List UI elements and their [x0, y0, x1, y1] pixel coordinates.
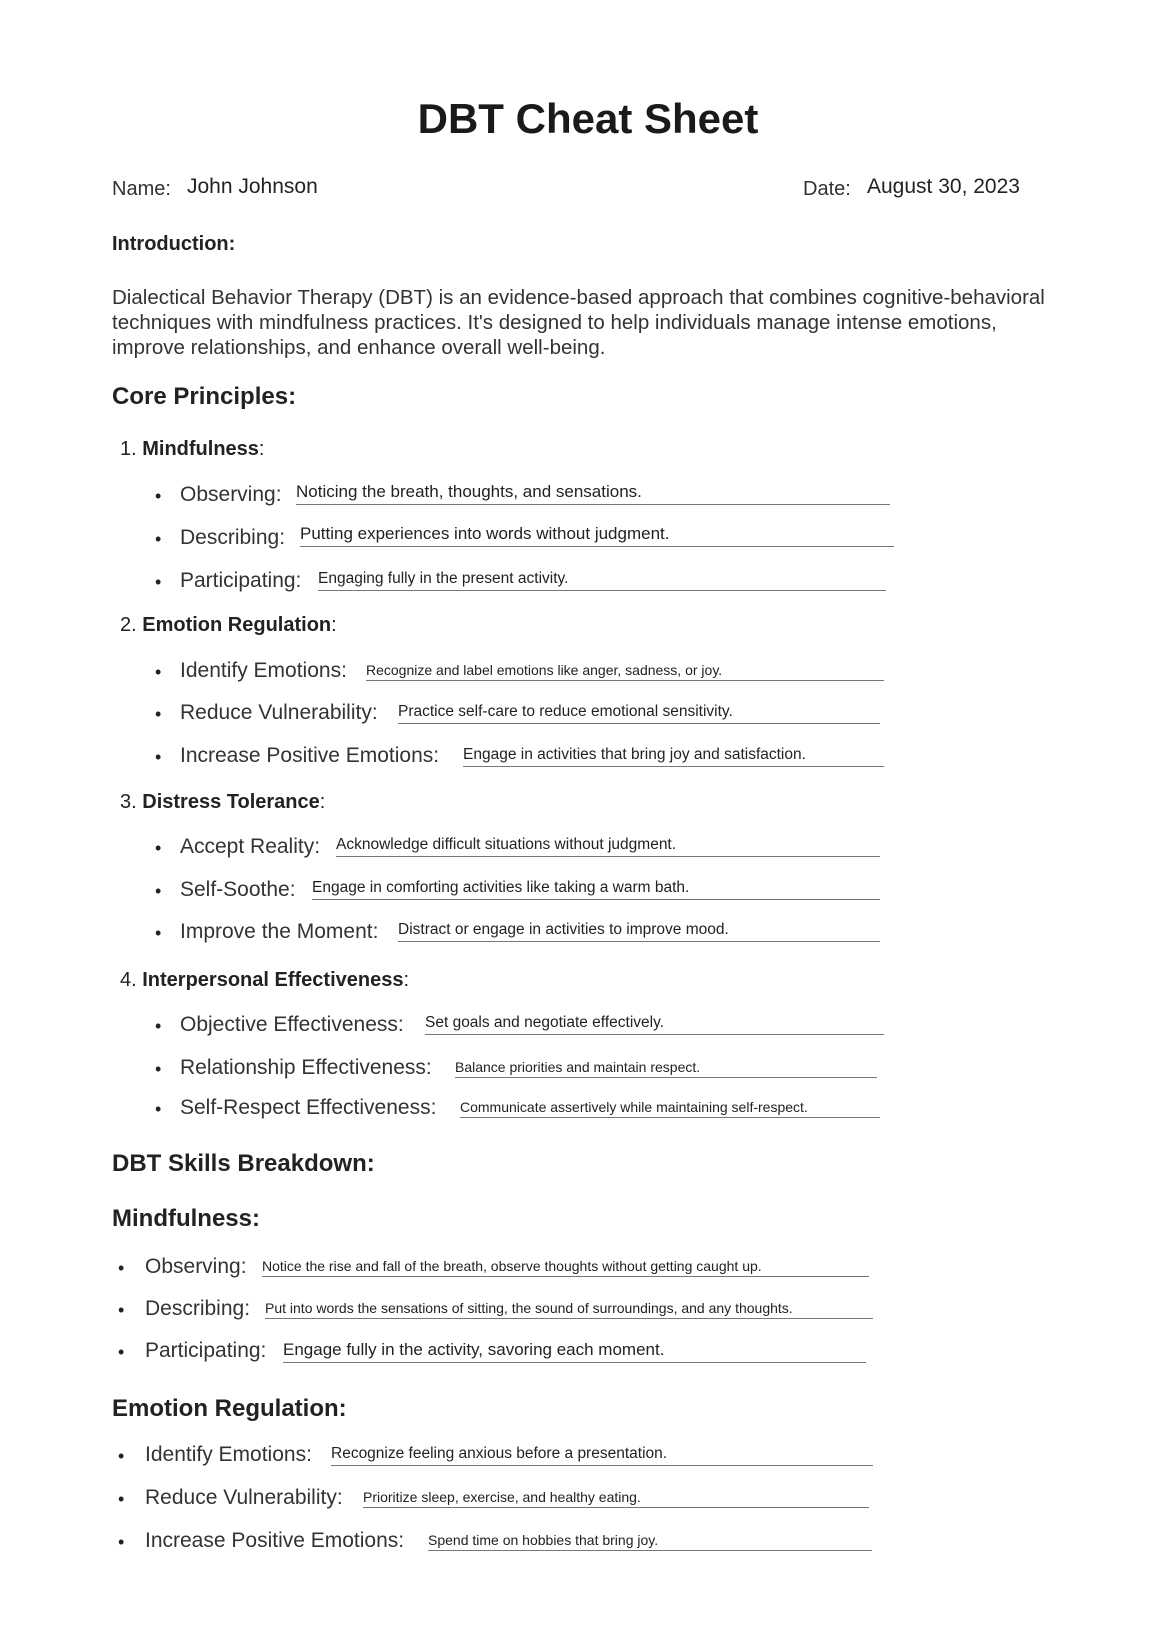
item-value: Notice the rise and fall of the breath, observe thoughts without getting caught up. [262, 1258, 869, 1277]
item-label: Relationship Effectiveness: [180, 1056, 432, 1079]
section-title: Mindfulness [142, 438, 259, 460]
bullet: • [155, 923, 162, 943]
bullet: • [155, 747, 162, 767]
item-label: Self-Respect Effectiveness: [180, 1096, 437, 1119]
section-title: Interpersonal Effectiveness [142, 969, 404, 991]
item-value: Recognize and label emotions like anger, sadness, or joy. [366, 662, 884, 681]
bullet: • [118, 1446, 125, 1466]
item-value: Balance priorities and maintain respect. [455, 1059, 877, 1078]
item-value: Practice self-care to reduce emotional sensitivity. [398, 703, 880, 724]
item-value: Communicate assertively while maintaining self-respect. [460, 1099, 880, 1118]
item-label: Observing: [145, 1255, 247, 1278]
item-label: Reduce Vulnerability: [180, 701, 378, 724]
section-title: Emotion Regulation [142, 614, 332, 636]
item-label: Identify Emotions: [180, 659, 347, 682]
item-label: Reduce Vulnerability: [145, 1486, 343, 1509]
date-value: August 30, 2023 [867, 175, 1020, 198]
bullet: • [118, 1489, 125, 1509]
bullet: • [118, 1532, 125, 1552]
item-value: Prioritize sleep, exercise, and healthy eating. [363, 1489, 869, 1508]
core-section-mindfulness: 1. Mindfulness: [120, 438, 265, 460]
bullet: • [155, 838, 162, 858]
bullet: • [118, 1300, 125, 1320]
item-label: Improve the Moment: [180, 920, 379, 943]
date-label: Date: [803, 178, 851, 200]
bullet: • [155, 572, 162, 592]
section-number: 1. [120, 438, 137, 460]
item-label: Participating: [180, 569, 302, 592]
bullet: • [118, 1258, 125, 1278]
item-value: Spend time on hobbies that bring joy. [428, 1532, 872, 1551]
bullet: • [155, 1099, 162, 1119]
item-value: Set goals and negotiate effectively. [425, 1014, 884, 1035]
intro-heading: Introduction: [112, 233, 236, 255]
bullet: • [155, 1059, 162, 1079]
item-label: Describing: [145, 1297, 251, 1320]
bullet: • [155, 486, 162, 506]
bullet: • [155, 704, 162, 724]
core-section-distress-tolerance: 3. Distress Tolerance: [120, 791, 326, 813]
core-principles-heading: Core Principles: [112, 383, 297, 410]
item-label: Accept Reality: [180, 835, 321, 858]
name-value: John Johnson [187, 175, 318, 198]
item-value: Put into words the sensations of sitting, the sound of surroundings, and any thoughts. [265, 1300, 873, 1319]
section-number: 3. [120, 791, 137, 813]
item-label: Participating: [145, 1339, 267, 1362]
item-value: Engage fully in the activity, savoring each moment. [283, 1340, 866, 1363]
bullet: • [155, 881, 162, 901]
item-label: Increase Positive Emotions: [145, 1529, 405, 1552]
skills-breakdown-heading: DBT Skills Breakdown: [112, 1150, 375, 1177]
skills-emotion-regulation-heading: Emotion Regulation: [112, 1395, 347, 1422]
section-number: 2. [120, 614, 137, 636]
bullet: • [118, 1342, 125, 1362]
item-value: Engage in comforting activities like taking a warm bath. [312, 879, 880, 900]
core-section-interpersonal-effectiveness: 4. Interpersonal Effectiveness: [120, 969, 410, 991]
intro-text: Dialectical Behavior Therapy (DBT) is an evidence-based approach that combines cognitive-behavioral techniques with mindfulness practices. It's designed to help individuals manage intense emotions, improve relationships, and enhance overall well-being. [112, 286, 1045, 359]
item-value: Distract or engage in activities to improve mood. [398, 921, 880, 942]
item-value: Engaging fully in the present activity. [318, 570, 886, 591]
item-value: Putting experiences into words without judgment. [300, 524, 894, 547]
name-label: Name: [112, 178, 171, 200]
item-label: Self-Soothe: [180, 878, 296, 901]
item-label: Identify Emotions: [145, 1443, 312, 1466]
item-value: Engage in activities that bring joy and satisfaction. [463, 746, 884, 767]
item-label: Objective Effectiveness: [180, 1013, 404, 1036]
item-label: Describing: [180, 526, 286, 549]
bullet: • [155, 1016, 162, 1036]
page-title: DBT Cheat Sheet [417, 95, 759, 142]
item-label: Observing: [180, 483, 282, 506]
item-value: Recognize feeling anxious before a presentation. [331, 1445, 873, 1466]
item-value: Acknowledge difficult situations without judgment. [336, 836, 880, 857]
bullet: • [155, 529, 162, 549]
item-label: Increase Positive Emotions: [180, 744, 440, 767]
core-section-emotion-regulation: 2. Emotion Regulation: [120, 614, 337, 636]
skills-mindfulness-heading: Mindfulness: [112, 1205, 260, 1232]
bullet: • [155, 662, 162, 682]
item-value: Noticing the breath, thoughts, and sensations. [296, 482, 890, 505]
section-title: Distress Tolerance [142, 791, 320, 813]
section-number: 4. [120, 969, 137, 991]
